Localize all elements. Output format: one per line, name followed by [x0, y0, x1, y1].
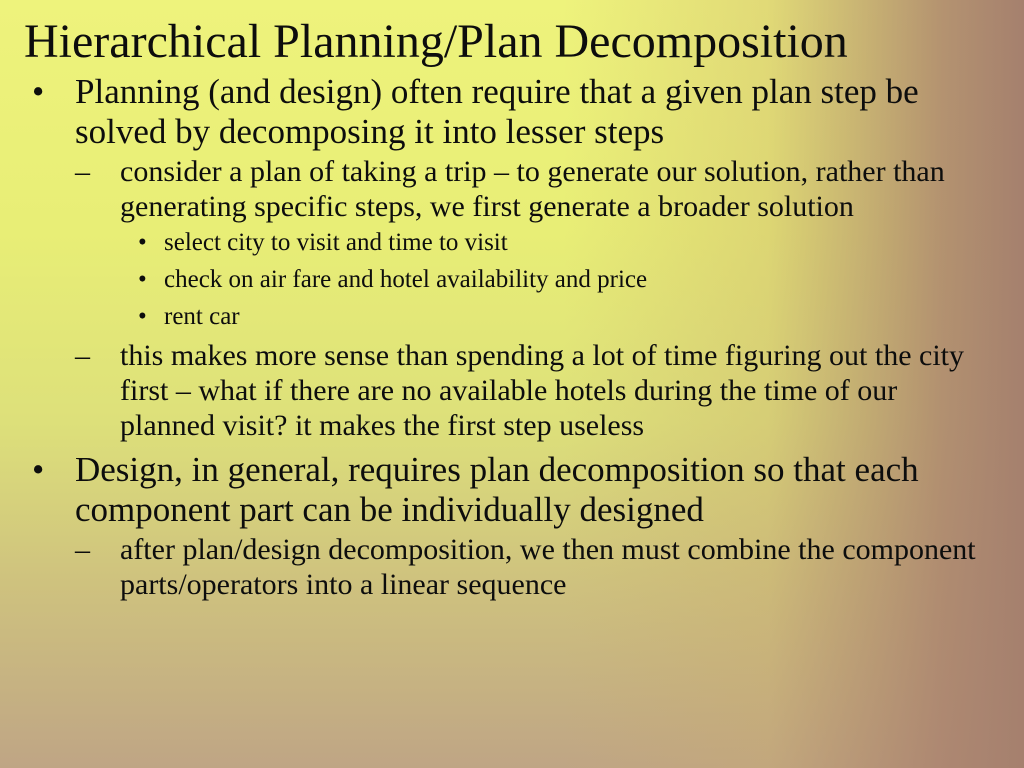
dash-mark: – — [75, 339, 90, 372]
subpoint-text: consider a plan of taking a trip – to generate our solution, rather than generating specific steps, we first generate a broader solution — [120, 155, 945, 223]
bullet-design — [30, 450, 995, 530]
bullet-planning — [30, 72, 995, 152]
subpoint-trip — [30, 154, 995, 224]
bullet-mark: • — [138, 229, 147, 256]
bullet-mark: • — [32, 450, 45, 489]
sub-subpoint-text: rent car — [164, 303, 240, 330]
dash-mark: – — [75, 533, 90, 566]
slide-body — [30, 72, 995, 602]
sub-subpoint-text: select city to visit and time to visit — [164, 229, 508, 256]
subpoint-text: after plan/design decomposition, we then must combine the component parts/operators into a linear sequence — [120, 533, 976, 601]
subpoint-text: this makes more sense than spending a lot of time figuring out the city first – what if there are no available hotels during the time of our planned visit? it makes the first step useless — [120, 339, 964, 442]
sub-subpoint-car — [30, 298, 995, 335]
bullet-text: Design, in general, requires plan decomposition so that each component part can be individually designed — [75, 450, 919, 529]
dash-mark: – — [75, 155, 90, 188]
sub-subpoint-city — [30, 224, 995, 261]
bullet-mark: • — [138, 266, 147, 293]
subpoint-sense — [30, 338, 995, 443]
sub-subpoint-text: check on air fare and hotel availability and price — [164, 266, 648, 293]
slide-title: Hierarchical Planning/Plan Decomposition — [24, 15, 848, 68]
subpoint-combine — [30, 532, 995, 602]
bullet-mark: • — [32, 72, 45, 111]
bullet-text: Planning (and design) often require that a given plan step be solved by decomposing it into lesser steps — [75, 72, 919, 151]
bullet-mark: • — [138, 303, 147, 330]
sub-subpoint-airfare — [30, 261, 995, 298]
